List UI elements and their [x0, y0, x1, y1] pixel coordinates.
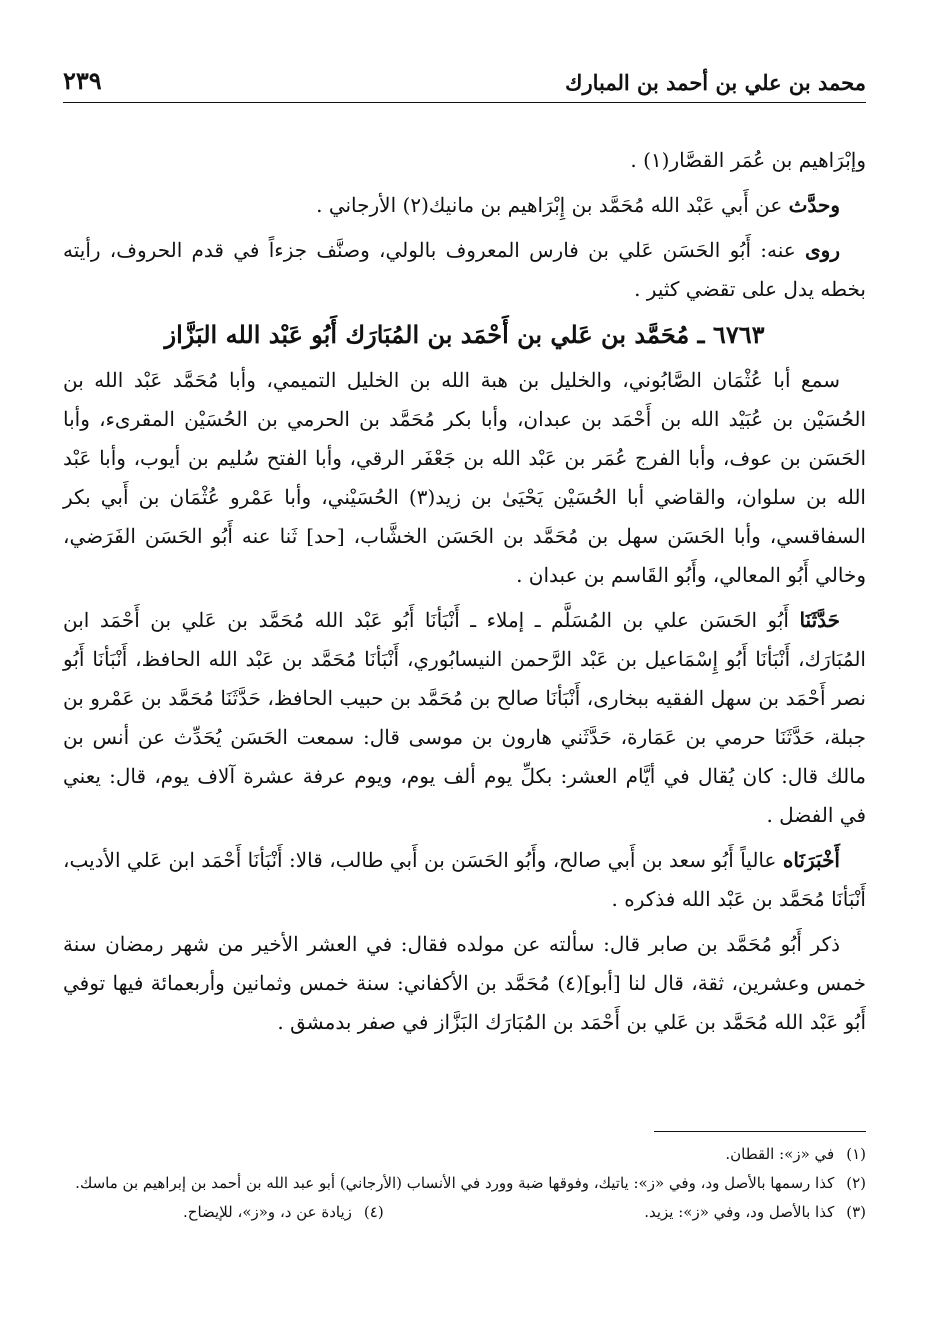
footnote-number: (٤) — [363, 1203, 384, 1221]
footnote-text: في «ز»: القطان. — [725, 1145, 835, 1163]
entry-heading: ٦٧٦٣ ـ مُحَمَّد بن عَلي بن أَحْمَد بن المُبَارَك أَبُو عَبْد الله البَزَّاز — [164, 320, 765, 349]
footnote-row — [63, 1198, 866, 1227]
paragraph-text: عالياً أَبُو سعد بن أَبي صالح، وأَبُو الحَسَن بن أَبي طالب، قالا: أَنْبَأنَا أَحْمَد ابن عَلي الأديب، أَنْبَأنَا مُحَمَّد بن عَبْد الله فذكره . — [63, 848, 866, 911]
paragraph-text: ذكر أَبُو مُحَمَّد بن صابر قال: سألته عن مولده فقال: في العشر الأخير من شهر رمضان سنة خمس وعشرين، ثقة، قال لنا [أبو](٤) مُحَمَّد بن الأكفاني: سنة خمس وثمانين وأربعمائة فيها توفي أَبُو عَبْد الله مُحَمَّد بن عَلي بن أَحْمَد بن المُبَارَك البَزَّاز في صفر بدمشق . — [63, 932, 866, 1034]
paragraph-text: وإبْرَاهيم بن عُمَر القصَّار(١) . — [630, 148, 866, 172]
paragraph-text: سمع أبا عُثْمَان الصَّابُوني، والخليل بن هبة الله بن الخليل التميمي، وأبا مُحَمَّد عَبْد الله بن الحُسَيْن بن عُبَيْد الله بن أَحْمَد بن عبدان، وأبا بكر مُحَمَّد بن الحرمي بن الحُسَيْن المقرىء، وأبا الحَسَن بن عوف، وأبا الفرج عُمَر بن عَبْد الله بن جَعْفَر الرقي، وأبا الفتح سُليم بن أيوب، وأبا عَبْد الله بن سلوان، والقاضي أبا الحُسَيْن يَحْيَىٰ بن زيد(٣) الحُسَيْني، وأبا عَمْرو عُثْمَان بن أَبي بكر السفاقسي، وأبا الحَسَن سهل بن مُحَمَّد بن الحَسَن الخشَّاب، [حد] ثَنا عنه أَبُو الحَسَن الفَرَضي، وخالي أَبُو المعالي، وأَبُو القَاسم بن عبدان . — [63, 368, 866, 587]
paragraph-lead-word: وحدَّث — [788, 193, 840, 217]
paragraph-lead-word: روى — [805, 238, 840, 262]
footnote-number: (٢) — [846, 1174, 866, 1192]
footnote-text: كذا رسمها بالأصل ود، وفي «ز»: ياتيك، وفوقها ضبة وورد في الأنساب (الأرجاني) أبو عبد الله بن أحمد بن إبراهيم بن ماسك. — [75, 1174, 835, 1192]
paragraph — [63, 601, 866, 835]
footnote-divider — [654, 1131, 866, 1132]
paragraph — [63, 361, 866, 595]
page-number: ٢٣٩ — [63, 66, 102, 95]
main-text — [63, 141, 866, 1048]
footnote — [63, 1169, 866, 1198]
paragraph-lead-word: أَخْبَرَنَاه — [782, 848, 840, 872]
running-title: محمد بن علي بن أحمد بن المبارك — [565, 70, 866, 95]
footnote-text: زيادة عن د، و«ز»، للإيضاح. — [183, 1203, 352, 1221]
footnote-text: كذا بالأصل ود، وفي «ز»: يزيد. — [644, 1203, 835, 1221]
paragraph — [63, 841, 866, 919]
paragraph-lead-word: حَدَّثَنَا — [799, 608, 840, 632]
footnote-number: (١) — [846, 1145, 866, 1163]
footnote — [63, 1140, 866, 1169]
running-head — [63, 62, 866, 103]
footnotes — [63, 1131, 866, 1227]
paragraph — [63, 231, 866, 309]
footnote-number: (٣) — [846, 1203, 866, 1221]
paragraph — [63, 925, 866, 1042]
paragraph-text: أَبُو الحَسَن علي بن المُسَلَّم ـ إملاء ـ أَنْبَأنَا أَبُو عَبْد الله مُحَمَّد بن عَلي بن أَحْمَد ابن المُبَارَك، أَنْبَأنَا أَبُو إِسْمَاعيل بن عَبْد الرَّحمن النيسابُوري، أَنْبَأنَا مُحَمَّد بن عَبْد الله الحافظ، أَنْبَأنَا أَبُو نصر أَحْمَد بن سهل الفقيه ببخارى، أَنْبَأنَا صالح بن مُحَمَّد بن حبيب الحافظ، حَدَّثَنَا مُحَمَّد بن عَمْرو بن جبلة، حَدَّثَنَا حرمي بن عَمَارة، حَدَّثَني هارون بن موسى قال: سمعت الحَسَن يُحَدِّث عن أنس بن مالك قال: كان يُقال في أيَّام العشر: بكلِّ يوم ألف يوم، ويوم عرفة عشرة آلاف يوم، قال: يعني في الفضل . — [63, 608, 866, 827]
footnote — [183, 1198, 384, 1227]
footnote — [644, 1198, 866, 1227]
paragraph-text: عن أَبي عَبْد الله مُحَمَّد بن إِبْرَاهيم بن مانيك(٢) الأرجاني . — [316, 193, 789, 217]
paragraph — [63, 186, 866, 225]
paragraph — [63, 141, 866, 180]
paragraph-text: عنه: أَبُو الحَسَن عَلي بن فارس المعروف بالولي، وصنَّف جزءاً في قدم الحروف، رأيته بخطه يدل على تقضي كثير . — [63, 238, 866, 301]
